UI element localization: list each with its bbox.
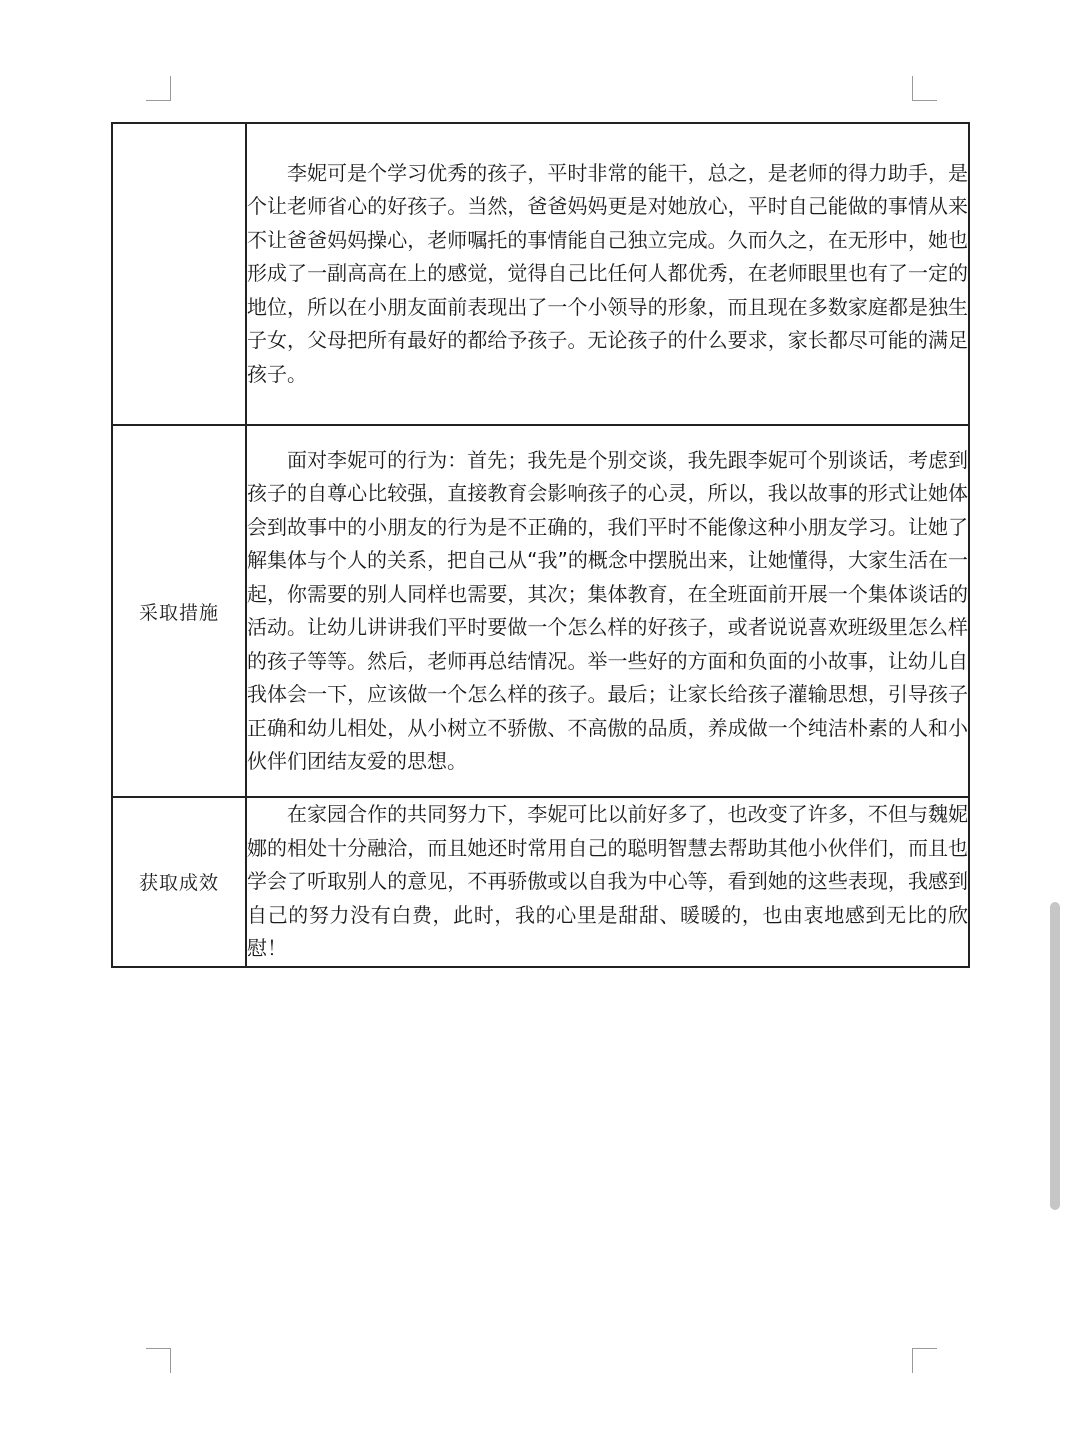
table-row — [112, 123, 969, 425]
crop-mark-bottom-left — [146, 1348, 171, 1373]
table-row — [112, 425, 969, 797]
case-record-table — [111, 122, 970, 968]
results-text[interactable]: 在家园合作的共同努力下，李妮可比以前好多了，也改变了许多，不但与魏妮娜的相处十分融洽，而且她还时常用自己的聪明智慧去帮助其他小伙伴们，而且也学会了听取别人的意见，不再骄傲或以自我为中心等，看到她的这些表现，我感到自己的努力没有白费，此时，我的心里是甜甜、暖暖的，也由衷地感到无比的欣慰！ — [246, 797, 969, 967]
case-background-text[interactable]: 李妮可是个学习优秀的孩子，平时非常的能干，总之，是老师的得力助手，是个让老师省心的好孩子。当然，爸爸妈妈更是对她放心，平时自己能做的事情从来不让爸爸妈妈操心，老师嘱托的事情能自己独立完成。久而久之，在无形中，她也形成了一副高高在上的感觉，觉得自己比任何人都优秀，在老师眼里也有了一定的地位，所以在小朋友面前表现出了一个小领导的形象，而且现在多数家庭都是独生子女，父母把所有最好的都给予孩子。无论孩子的什么要求，家长都尽可能的满足孩子。 — [246, 123, 969, 425]
crop-mark-top-right — [912, 76, 937, 101]
crop-mark-top-left — [146, 76, 171, 101]
measures-text[interactable]: 面对李妮可的行为：首先；我先是个别交谈，我先跟李妮可个别谈话，考虑到孩子的自尊心比较强，直接教育会影响孩子的心灵，所以，我以故事的形式让她体会到故事中的小朋友的行为是不正确的，我们平时不能像这种小朋友学习。让她了解集体与个人的关系，把自己从“我”的概念中摆脱出来，让她懂得，大家生活在一起，你需要的别人同样也需要，其次；集体教育，在全班面前开展一个集体谈话的活动。让幼儿讲讲我们平时要做一个怎么样的好孩子，或者说说喜欢班级里怎么样的孩子等等。然后，老师再总结情况。举一些好的方面和负面的小故事，让幼儿自我体会一下，应该做一个怎么样的孩子。最后；让家长给孩子灌输思想，引导孩子正确和幼儿相处，从小树立不骄傲、不高傲的品质，养成做一个纯洁朴素的人和小伙伴们团结友爱的思想。 — [246, 425, 969, 797]
crop-mark-bottom-right — [912, 1348, 937, 1373]
row-label-results: 获取成效 — [112, 797, 246, 967]
row-label — [112, 123, 246, 425]
table-row — [112, 797, 969, 967]
vertical-scrollbar[interactable] — [1050, 902, 1060, 1210]
row-label-measures: 采取措施 — [112, 425, 246, 797]
